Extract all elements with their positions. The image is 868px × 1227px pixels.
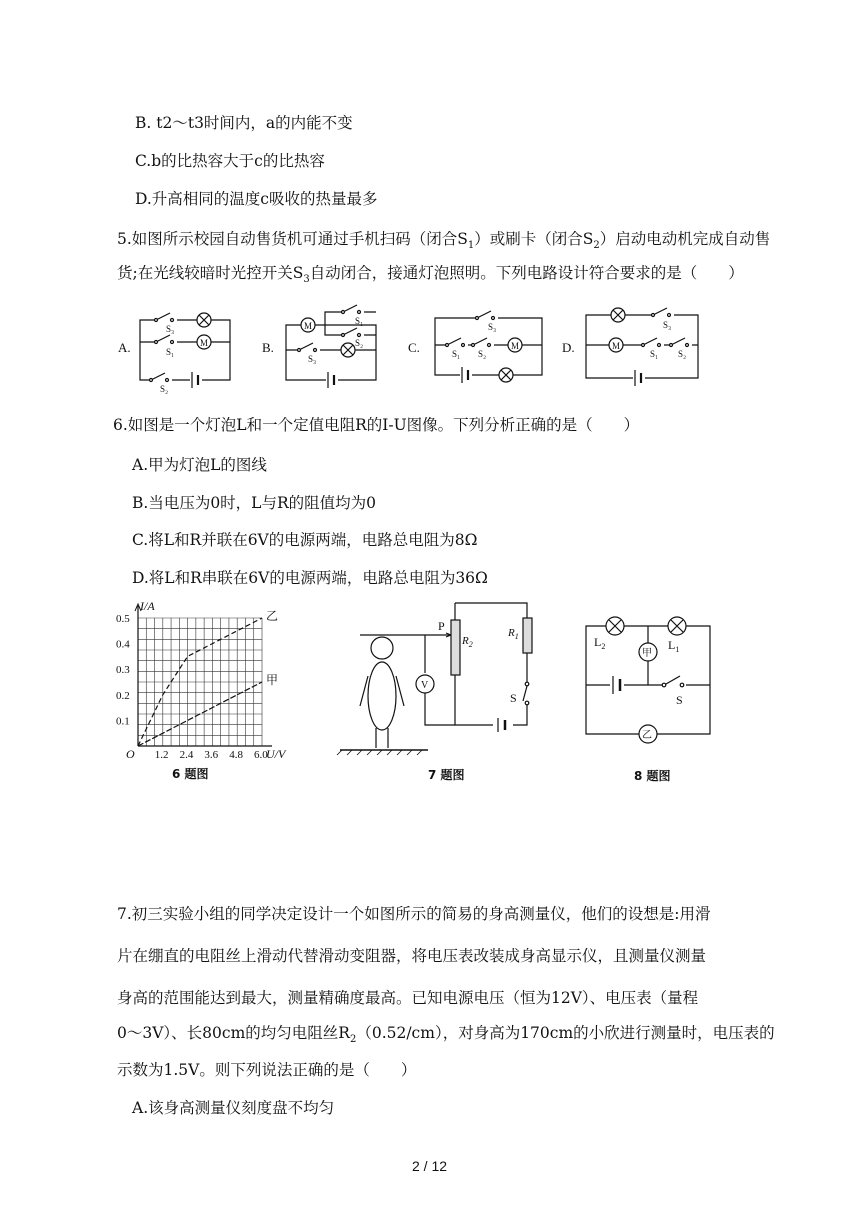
height-meter-diagram [330,598,550,758]
q7-stem-line4: 0～3V）、长80cm的均匀电阻丝$R_2(0.52/cm)$，对身高为170cm的小欣进行测量时，电压表的 [117,1024,775,1046]
svg-text:M: M [612,341,621,351]
q4-option-c: C.b的比热容大于c的比热容 [135,152,325,170]
q5-circuits [110,300,730,394]
q4-option-d: D.升高相同的温度c吸收的热量最多 [135,190,378,208]
svg-text:乙: 乙 [642,730,652,741]
q5-stem-line1: 5.如图所示校园自动售货机可通过手机扫码（闭合$S_1$）或刷卡（闭合$S_2$）启动电动机完成自动售 [117,230,771,252]
svg-text:S₃: S₃ [166,324,175,334]
circuit-c [408,311,542,383]
parallel-circuit-diagram [580,612,720,752]
svg-text:V: V [421,680,429,691]
circuit-d [562,308,698,386]
svg-text:S₃: S₃ [663,320,672,330]
person-head [371,637,393,659]
y-tick-label: 0.5 [116,613,130,625]
caption-fig6: 6 题图 [172,767,209,781]
svg-text:S₃: S₃ [488,322,497,332]
resistor-r1 [523,618,532,653]
x-tick-label: 3.6 [204,749,219,761]
q6-stem: 6.如图是一个灯泡L和一个定值电阻R的I-U图像。下列分析正确的是（ ） [113,416,640,434]
x-tick-label: 1.2 [154,749,169,761]
svg-text:S₂: S₂ [478,349,487,359]
svg-text:M: M [304,321,313,331]
circuit-c-label: C. [408,340,420,355]
svg-text:S₂: S₂ [160,384,169,394]
q6-option-b: B.当电压为0时，L与R的阻值均为0 [132,494,377,512]
circuit-a-label: A. [118,340,131,355]
q7-option-a: A.该身高测量仪刻度盘不均匀 [132,1099,335,1117]
svg-text:S₂: S₂ [678,349,687,359]
person-body [368,662,396,730]
circuit-b-label: B. [262,340,274,355]
svg-text:S: S [510,691,517,705]
svg-text:M: M [200,338,209,348]
y-tick-label: 0.2 [116,689,130,702]
svg-text:S: S [676,693,683,707]
circuit-d-label: D. [562,340,575,355]
page-number: 2 / 12 [412,1158,448,1174]
iu-chart [110,598,300,768]
series-label-jia: 甲 [266,673,279,687]
svg-text:L1: $L_1$ [668,638,680,654]
origin-label: O [126,747,135,761]
q7-stem-line3: 身高的范围能达到最大，测量精确度最高。已知电源电压（恒为12V）、电压表（量程 [117,989,699,1007]
svg-text:S₁: S₁ [166,347,175,357]
q7-stem-line2: 片在绷直的电阻丝上滑动代替滑动变阻器，将电压表改装成身高显示仪，且测量仪测量 [117,947,707,965]
series-label-yi: 乙 [266,609,279,623]
svg-text:S₂: S₂ [355,338,364,348]
svg-text:S₁: S₁ [452,349,461,359]
q6-option-a: A.甲为灯泡L的图线 [132,456,267,474]
x-axis-label: U/V [266,747,286,761]
q6-option-c: C.将L和R并联在6V的电源两端，电路总电阻为8Ω [132,531,478,549]
circuit-a [118,313,230,394]
svg-text:S₁: S₁ [650,349,659,359]
svg-text:R1: $R_1$ [508,627,519,641]
q5-stem-line2: 货;在光线较暗时光控开关$S_3$自动闭合，接通灯泡照明。下列电路设计符合要求的是（ ） [117,264,744,286]
y-tick-label: 0.1 [116,715,130,728]
q4-option-b: B. t2～t3时间内，a的内能不变 [135,114,353,132]
svg-text:L2: $L_2$ [594,635,606,651]
q7-stem-line1: 7.初三实验小组的同学决定设计一个如图所示的简易的身高测量仪，他们的设想是:用滑 [117,905,711,923]
svg-text:P: P [438,619,445,633]
caption-fig7: 7 题图 [428,768,465,782]
y-axis-label: I/A [140,599,155,613]
q7-stem-line5: 示数为1.5V。则下列说法正确的是（ ） [117,1061,417,1079]
svg-text:M: M [511,341,520,351]
resistor-r2 [451,620,460,675]
q6-option-d: D.将L和R串联在6V的电源两端，电路总电阻为36Ω [132,569,488,587]
y-tick-label: 0.4 [116,638,130,651]
svg-text:S₃: S₃ [308,354,317,364]
svg-text:S₁: S₁ [355,316,364,326]
x-tick-label: 2.4 [179,749,194,761]
circuit-b [262,305,376,388]
y-tick-label: 0.3 [116,664,130,677]
svg-text:甲: 甲 [642,648,652,659]
x-tick-label: 6.0 [254,749,268,761]
x-tick-label: 4.8 [229,749,243,761]
caption-fig8: 8 题图 [634,769,671,783]
svg-text:R2: $R_2$ [462,635,473,649]
